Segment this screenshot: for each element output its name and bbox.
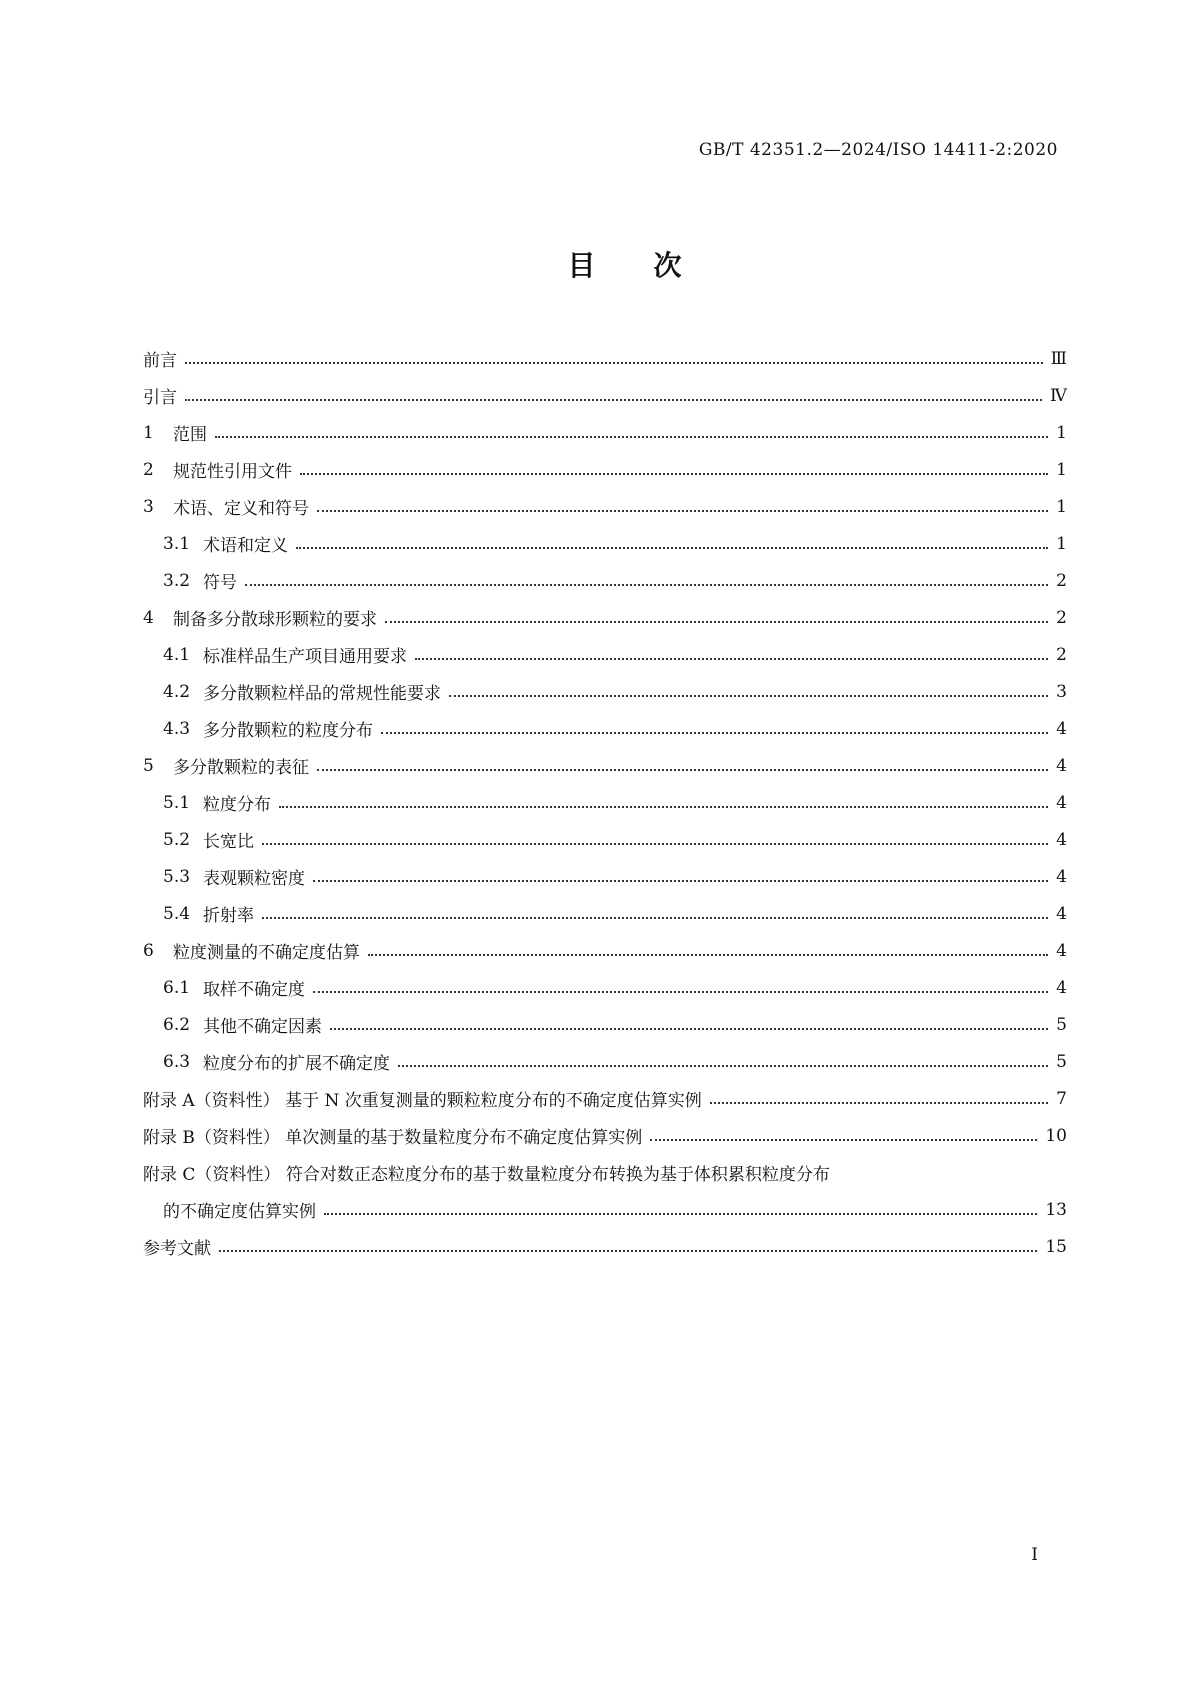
toc-dot-leader [710,1102,1048,1104]
toc-entry-title: 附录 B（资料性） 单次测量的基于数量粒度分布不确定度估算实例 [143,1128,643,1148]
toc-dot-leader [262,843,1048,845]
toc-entry[interactable] [143,562,1067,599]
toc-entry-page: 2 [1056,644,1067,665]
toc-entry[interactable] [143,969,1067,1006]
toc-entry-page: Ⅲ [1050,348,1067,369]
toc-entry[interactable] [143,1080,1067,1117]
toc-dot-leader [313,991,1048,993]
toc-entry[interactable] [143,451,1067,488]
toc-entry[interactable] [143,488,1067,525]
toc-entry-title: 多分散颗粒样品的常规性能要求 [203,684,441,704]
toc-entry-title: 附录 A（资料性） 基于 N 次重复测量的颗粒粒度分布的不确定度估算实例 [143,1091,702,1111]
toc-entry-number: 5.1 [163,792,191,813]
toc-entry[interactable] [143,414,1067,451]
toc-dot-leader [330,1028,1048,1030]
page-title: 目次 [567,249,740,282]
toc-entry[interactable] [143,1191,1067,1228]
toc-dot-leader [185,362,1043,364]
toc-dot-leader [185,399,1042,401]
toc-entry-number: 2 [143,459,154,480]
toc-entry-number: 3 [143,496,154,517]
toc-entry[interactable] [143,673,1067,710]
toc-entry-number: 3.2 [163,570,191,591]
toc-entry-title: 粒度测量的不确定度估算 [173,943,360,963]
toc-entry-page: 1 [1056,496,1067,517]
toc-entry-page: 2 [1056,607,1067,628]
toc-entry-title: 术语、定义和符号 [173,499,309,519]
toc-entry[interactable] [143,1154,1067,1191]
toc-dot-leader [368,954,1048,956]
toc-dot-leader [296,547,1048,549]
toc-entry-number: 6.2 [163,1014,191,1035]
toc-entry-page: 4 [1056,903,1067,924]
toc-entry[interactable] [143,784,1067,821]
toc-entry-title: 其他不确定因素 [203,1017,322,1037]
toc-dot-leader [650,1139,1037,1141]
toc-entry-title: 标准样品生产项目通用要求 [203,647,407,667]
toc-entry-page: 5 [1056,1014,1067,1035]
toc-entry-title: 粒度分布 [203,795,271,815]
toc-dot-leader [317,769,1048,771]
toc-entry-page: 1 [1056,422,1067,443]
toc-entry[interactable] [143,636,1067,673]
toc-entry-number: 6.1 [163,977,191,998]
toc-entry-page: 4 [1056,866,1067,887]
toc-dot-leader [398,1065,1048,1067]
toc-entry-page: 3 [1056,681,1067,702]
toc-entry[interactable] [143,1117,1067,1154]
toc-entry-title: 附录 C（资料性） 符合对数正态粒度分布的基于数量粒度分布转换为基于体积累积粒度分布 [143,1165,830,1185]
toc-entry-page: 4 [1056,718,1067,739]
toc-dot-leader [313,880,1048,882]
toc-entry-page: 4 [1056,940,1067,961]
toc-entry-title: 符号 [203,573,237,593]
toc-dot-leader [219,1250,1037,1252]
toc-entry-page: 15 [1045,1236,1067,1257]
toc-entry[interactable] [143,377,1067,414]
toc-entry-number: 4.2 [163,681,191,702]
toc-entry-number: 5.4 [163,903,191,924]
toc-entry-page: 7 [1056,1088,1067,1109]
toc-entry-page: 1 [1056,533,1067,554]
toc-dot-leader [245,584,1048,586]
toc-dot-leader [279,806,1048,808]
toc-entry-page: 4 [1056,755,1067,776]
toc-dot-leader [317,510,1048,512]
toc-entry-title: 多分散颗粒的表征 [173,758,309,778]
toc-entry-number: 4.1 [163,644,191,665]
toc-entry-number: 5.2 [163,829,191,850]
toc-entry-title: 前言 [143,351,177,371]
standard-number-text: GB/T 42351.2—2024/ISO 14411-2:2020 [698,140,1058,160]
toc-entry-number: 5 [143,755,154,776]
toc-entry[interactable] [143,821,1067,858]
toc-entry[interactable] [143,932,1067,969]
toc-entry[interactable] [143,1043,1067,1080]
toc-entry-page: 4 [1056,792,1067,813]
toc-dot-leader [449,695,1048,697]
toc-entry-title: 的不确定度估算实例 [163,1202,316,1222]
toc-dot-leader [300,473,1048,475]
toc-entry-page: 2 [1056,570,1067,591]
toc-entry[interactable] [143,895,1067,932]
toc-entry-title: 长宽比 [203,832,254,852]
toc-entry[interactable] [143,599,1067,636]
table-of-contents [143,340,1067,1265]
toc-entry-title: 取样不确定度 [203,980,305,1000]
toc-entry-title: 术语和定义 [203,536,288,556]
toc-entry-title: 粒度分布的扩展不确定度 [203,1054,390,1074]
toc-entry-number: 5.3 [163,866,191,887]
toc-dot-leader [381,732,1048,734]
toc-entry-title: 折射率 [203,906,254,926]
toc-entry-number: 4.3 [163,718,191,739]
page-number: I [1031,1545,1038,1565]
toc-dot-leader [385,621,1048,623]
toc-entry-page: Ⅳ [1050,385,1067,406]
toc-entry-page: 1 [1056,459,1067,480]
toc-entry[interactable] [143,747,1067,784]
toc-entry-page: 5 [1056,1051,1067,1072]
toc-entry[interactable] [143,525,1067,562]
toc-entry-title: 参考文献 [143,1239,211,1259]
toc-entry-number: 6 [143,940,154,961]
toc-entry-title: 规范性引用文件 [173,462,292,482]
toc-entry-title: 范围 [173,425,207,445]
toc-entry-page: 4 [1056,829,1067,850]
toc-entry-title: 表观颗粒密度 [203,869,305,889]
toc-entry-page: 10 [1045,1125,1067,1146]
toc-dot-leader [262,917,1048,919]
toc-entry-title: 多分散颗粒的粒度分布 [203,721,373,741]
toc-entry[interactable] [143,1006,1067,1043]
toc-entry-page: 4 [1056,977,1067,998]
toc-dot-leader [415,658,1048,660]
toc-entry-number: 4 [143,607,154,628]
toc-entry[interactable] [143,340,1067,377]
toc-entry-title: 引言 [143,388,177,408]
toc-entry[interactable] [143,1228,1067,1265]
toc-entry[interactable] [143,858,1067,895]
toc-entry-number: 3.1 [163,533,191,554]
toc-entry-title: 制备多分散球形颗粒的要求 [173,610,377,630]
toc-entry-number: 1 [143,422,154,443]
toc-dot-leader [215,436,1048,438]
toc-entry[interactable] [143,710,1067,747]
toc-entry-number: 6.3 [163,1051,191,1072]
toc-entry-page: 13 [1045,1199,1067,1220]
toc-dot-leader [324,1213,1037,1215]
standard-number [699,140,1058,160]
